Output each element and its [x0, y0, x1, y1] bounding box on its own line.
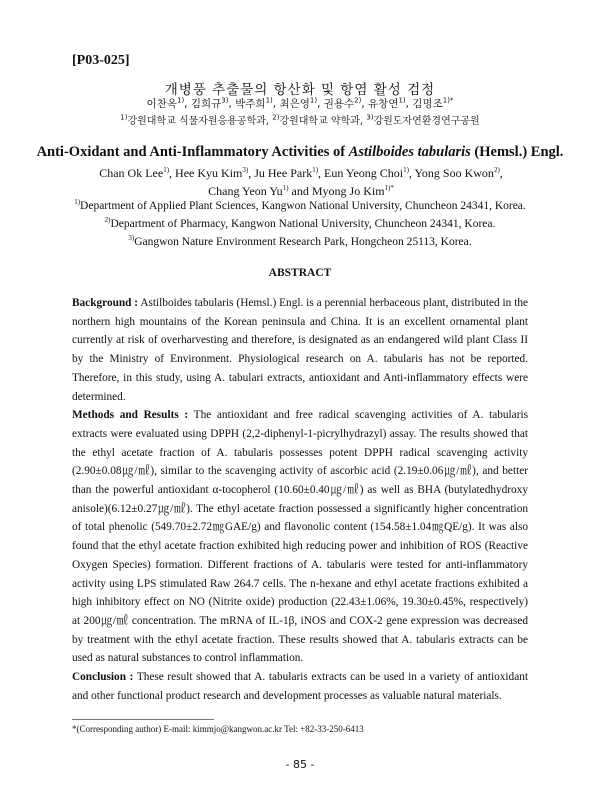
background-text: Astilboides tabularis (Hemsl.) Engl. is a perennial herbaceous plant, distributed in the northern high mountains of the Korean peninsula and China. It is an excellent ornamental plant currently at risk of overharvesting and therefore, is designated as an endangered wild plant Class II by the Ministry of Environment. Physiological research on A. tabularis has not be reported. Therefore, in this study, using A. tabulari extracts, antioxidant and Anti-inflammatory effects were determined.	[72, 297, 528, 403]
korean-authors: 이찬옥$^{1)}$, 김희규$^{3)}$, 박주희$^{1)}$, 최은영$^{1)}$, 권용수$^{2)}$, 유창연$^{1)}$, 김명조$^{1)*}$	[146, 96, 454, 110]
affiliation-1: $^{1)}$Department of Applied Plant Sciences, Kangwon National University, Chuncheon 24341, Korea.	[74, 198, 526, 212]
english-title-suffix: (Hemsl.) Engl.	[470, 144, 564, 160]
background-label: Background :	[72, 297, 139, 309]
korean-affiliations: $^{1)}$강원대학교 식물자원응용공학과, $^{2)}$강원대학교 약학과, $^{3)}$강원도자연환경연구공원	[120, 113, 480, 127]
english-title-species: Astilboides tabularis	[348, 144, 471, 160]
korean-title: 개병풍 추출물의 항산화 및 항염 활성 검정	[164, 82, 436, 98]
affiliation-2: $^{2)}$Department of Pharmacy, Kangwon National University, Chuncheon 24341, Korea.	[104, 216, 496, 230]
affiliation-3: $^{3)}$Gangwon Nature Environment Research Park, Hongcheon 25113, Korea.	[128, 234, 472, 248]
conclusion-label: Conclusion :	[72, 671, 134, 684]
abstract-body	[72, 294, 528, 705]
abstract-heading: ABSTRACT	[268, 267, 332, 279]
methods-paragraph	[72, 406, 528, 668]
poster-code: [P03-025]	[72, 53, 130, 68]
footnote-rule	[72, 719, 214, 720]
methods-text: The antioxidant and free radical scavenging activities of A. tabularis extracts were evaluated using DPPH (2,2-diphenyl-1-picrylhydrazyl) assay. The results showed that the ethyl acetate fraction of A. tabularis possesses potent DPPH radical scavenging activity (2.90±0.08㎍/㎖), similar to the scavenging activity of ascorbic acid (2.19±0.06㎍/㎖), and better than the powerful antioxidant α-tocopherol (10.60±0.40㎍/㎖) as well as BHA (butylatedhydroxy anisole)(6.12±0.27㎍/㎖). The ethyl acetate fraction possessed a significantly higher concentration of total phenolic (549.70±2.72㎎GAE/g) and flavonolic content (154.58±1.04㎎QE/g). It was also found that the ethyl acetate fraction exhibited high reducing power and inhibition of ROS (Reactive Oxygen Species) formation. Different fractions of A. tabularis were tested for anti-inflammatory activity using LPS stimulated Raw 264.7 cells. The n-hexane and ethyl acetate fractions exhibited a high inhibitory effect on NO (Nitrite oxide) production (22.43±1.06%, 19.30±0.45%, respectively) at 200㎍/㎖ concentration. The mRNA of IL-1β, iNOS and COX-2 gene expression was decreased by treatment with the ethyl acetate fraction. These results showed that A. tabularis extracts can be used as natural substances to control inflammation.	[72, 409, 528, 665]
english-authors: Chan Ok Lee$^{1)}$, Hee Kyu Kim$^{3)}$, Ju Hee Park$^{1)}$, Eun Yeong Choi$^{1)}$, Yong Soo Kwon$^{2)}$, Chang Yeon Yu$^{1)}$ and Myong Jo Kim$^{1)*}$	[99, 166, 503, 198]
methods-label: Methods and Results :	[72, 409, 189, 422]
corresponding-author-footnote: *(Corresponding author) E-mail: kimmjo@kangwon.ac.kr Tel: +82-33-250-6413	[72, 724, 364, 734]
page-number: - 85 -	[285, 758, 315, 771]
english-title	[0, 144, 600, 161]
background-paragraph	[72, 294, 528, 406]
english-title-prefix: Anti-Oxidant and Anti-Inflammatory Activities of	[36, 144, 349, 160]
conclusion-text: These result showed that A. tabularis extracts can be used in a variety of antioxidant and other functional product research and development processes as valuable natural materials.	[72, 671, 528, 702]
conclusion-paragraph	[72, 668, 528, 705]
